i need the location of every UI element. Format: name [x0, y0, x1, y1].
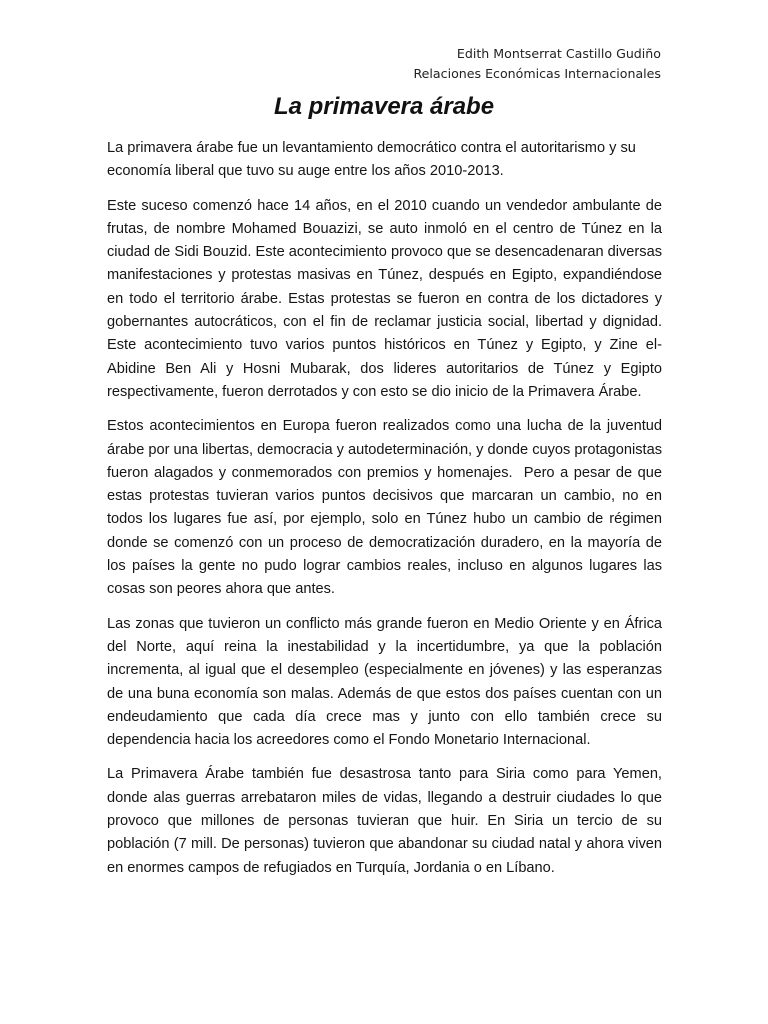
- document-body: [107, 137, 671, 891]
- document-header: [414, 44, 662, 84]
- paragraph-1: La primavera árabe fue un levantamiento democrático contra el autoritarismo y su economía liberal que tuvo su auge entre los años 2010-2013.: [107, 140, 640, 180]
- paragraph-3: Estos acontecimientos en Europa fueron realizados como una lucha de la juventud árabe por una libertas, democracia y autodeterminación, y donde cuyos protagonistas fueron alagados y conmemorados con premios y homenajes. Pero a pesar de que estas protestas tuvieran varios puntos decisivos que marcaran un cambio, no en todos los lugares fue así, por ejemplo, solo en Túnez hubo un cambio de régimen donde se comenzó con un proceso de democratización duradero, en la mayoría de los países la gente no pudo lograr cambios reales, incluso en algunos lugares las cosas son peores ahora que antes.: [107, 418, 667, 598]
- document-title: La primavera árabe: [273, 93, 495, 120]
- author-name: Edith Montserrat Castillo Gudiño: [456, 46, 661, 61]
- course-name: Relaciones Económicas Internacionales: [413, 66, 661, 81]
- paragraph-5: La Primavera Árabe también fue desastrosa tanto para Siria como para Yemen, donde alas guerras arrebataron miles de vidas, llegando a destruir ciudades lo que provoco que millones de personas tuvieran que huir. En Siria un tercio de su población (7 mill. De personas) tuvieron que abandonar su ciudad natal y ahora viven en enormes campos de refugiados en Turquía, Jordania o en Líbano.: [107, 766, 667, 876]
- paragraph-4: Las zonas que tuvieron un conflicto más grande fueron en Medio Oriente y en África del Norte, aquí reina la inestabilidad y la incertidumbre, ya que la población incrementa, al igual que el desempleo (especialmente en jóvenes) y las esperanzas de una buna economía son malas. Además de que estos dos países cuentan con un endeudamiento que cada día crece mas y junto con ello también crece su dependencia hacia los acreedores como el Fondo Monetario Internacional.: [107, 615, 667, 749]
- paragraph-2: Este suceso comenzó hace 14 años, en el 2010 cuando un vendedor ambulante de frutas, de nombre Mohamed Bouazizi, se auto inmoló en el centro de Túnez en la ciudad de Sidi Bouzid. Este acontecimiento provoco que se desencadenaran diversas manifestaciones y protestas masivas en Túnez, después en Egipto, expandiéndose en todo el territorio árabe. Estas protestas se fueron en contra de los dictadores y gobernantes autocráticos, con el fin de reclamar justicia social, libertad y dignidad. Este acontecimiento tuvo varios puntos históricos en Túnez y Egipto, y Zine el-Abidine Ben Ali y Hosni Mubarak, dos lideres autoritarios de Túnez y Egipto respectivamente, fueron derrotados y con esto se dio inicio de la Primavera Árabe.: [107, 197, 671, 400]
